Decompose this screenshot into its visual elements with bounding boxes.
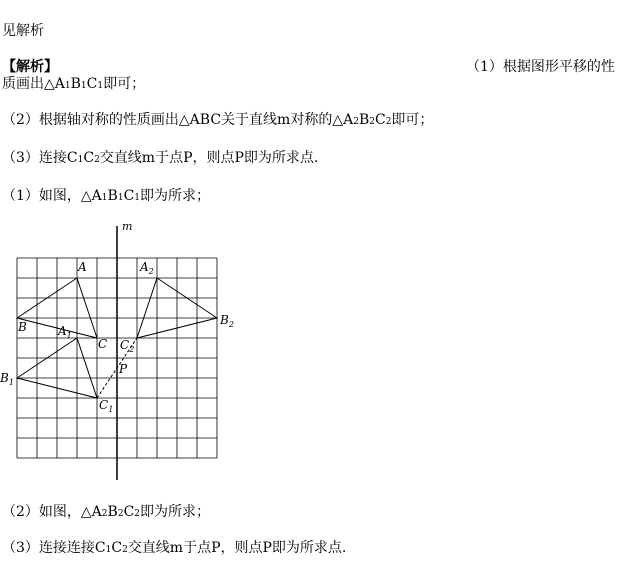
label-b: B	[18, 320, 27, 334]
label-b2: $B_2$	[220, 313, 234, 329]
analysis-header: 【解析】	[2, 59, 58, 75]
solution3-text: （3）连接连接C1C2交直线m于点P，则点P即为所求点.	[2, 540, 347, 556]
solution1-text: （1）如图，△A1B1C1即为所求；	[2, 188, 211, 204]
step3-text: （3）连接C1C2交直线m于点P，则点P即为所求点.	[2, 150, 319, 166]
label-c: C	[98, 337, 108, 351]
label-m: m	[122, 220, 133, 233]
label-c2: $C_2$	[120, 338, 135, 354]
solution2-text: （2）如图，△A2B2C2即为所求；	[2, 504, 211, 520]
step1-text: （1）根据图形平移的性	[466, 59, 615, 75]
label-a: A	[78, 260, 87, 274]
geometry-figure	[0, 218, 250, 486]
step2-text: （2）根据轴对称的性质画出△ABC关于直线m对称的△A2B2C2即可；	[2, 112, 434, 128]
answer-title: 见解析	[2, 23, 44, 39]
label-p: P	[119, 362, 128, 376]
label-a2: $A_2$	[140, 260, 154, 276]
label-a1: $A_1$	[58, 324, 72, 340]
label-b1: $B_1$	[0, 371, 14, 387]
label-c1: $C_1$	[99, 398, 114, 414]
step1-continuation: 质画出△A1B1C1即可；	[2, 76, 146, 92]
